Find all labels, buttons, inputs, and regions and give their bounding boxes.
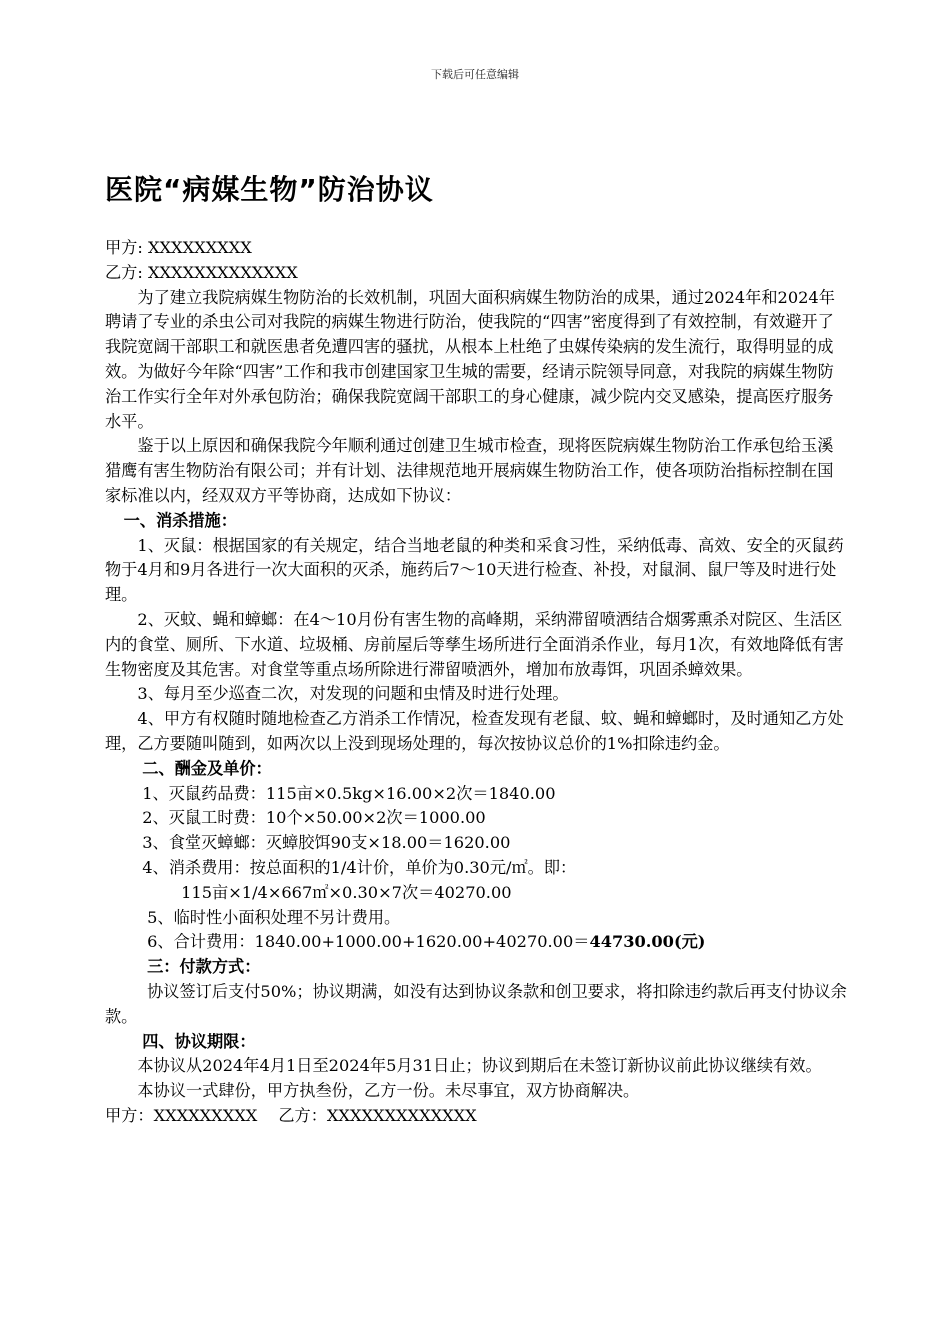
signature-a-label: 甲方：	[105, 1105, 154, 1125]
fee-item-6	[105, 930, 847, 955]
party-a-value: XXXXXXXXX	[148, 238, 252, 257]
agreement-body	[105, 236, 847, 1129]
section-1-item-3: 3、每月至少巡查二次，对发现的问题和虫情及时进行处理。	[137, 684, 569, 704]
signature-line	[105, 1104, 847, 1129]
fee-total-amount: 44730.00(元)	[589, 932, 706, 952]
section-3-text: 协议签订后支付50%；协议期满，如没有达到协议条款和创卫要求，将扣除违约款后再支付协议余款。	[105, 981, 847, 1026]
party-b-value: XXXXXXXXXXXXX	[148, 262, 298, 282]
section-4-heading: 四、协议期限：	[142, 1031, 256, 1051]
header-note: 下载后可任意编辑	[431, 68, 519, 81]
fee-item-4: 4、消杀费用：按总面积的1/4计价，单价为0.30元/㎡。即：	[142, 857, 577, 877]
fee-item-1: 1、灭鼠药品费：115亩×0.5kg×16.00×2次＝1840.00	[142, 783, 556, 803]
fee-item-5: 5、临时性小面积处理不另计费用。	[147, 907, 401, 927]
fee-total-formula: 6、合计费用：1840.00+1000.00+1620.00+40270.00＝	[147, 932, 590, 952]
section-2-heading: 二、酬金及单价：	[142, 758, 272, 778]
party-b-label: 乙方:	[105, 262, 143, 282]
section-3-heading: 三：付款方式：	[147, 957, 261, 977]
section-1-item-1: 1、灭鼠：根据国家的有关规定，结合当地老鼠的种类和采食习性，采纳低毒、高效、安全的灭鼠药物于4月和9月各进行一次大面积的灭杀，施药后7～10天进行检查、补投，对鼠洞、鼠尸等及时进行处理。	[105, 535, 844, 605]
section-1-item-2: 2、灭蚊、蝇和蟑螂：在4～10月份有害生物的高峰期，采纳滞留喷洒结合烟雾熏杀对院区、生活区内的食堂、厕所、下水道、垃圾桶、房前屋后等孳生场所进行全面消杀作业，每月1次，有效地降低有害生物密度及其危害。对食堂等重点场所除进行滞留喷洒外，增加布放毒饵，巩固杀蟑效果。	[105, 609, 844, 679]
section-4-text-1: 本协议从2024年4月1日至2024年5月31日止；协议到期后在未签订新协议前此协议继续有效。	[137, 1056, 822, 1076]
intro-paragraph-1: 为了建立我院病媒生物防治的长效机制，巩固大面积病媒生物防治的成果，通过2024年和2024年聘请了专业的杀虫公司对我院的病媒生物进行防治，使我院的“四害”密度得到了有效控制，有效避开了我院宽阔干部职工和就医患者免遭四害的骚扰，从根本上杜绝了虫媒传染病的发生流行，取得明显的成效。为做好今年除“四害”工作和我市创建国家卫生城的需要，经请示院领导同意，对我院的病媒生物防治工作实行全年对外承包防治；确保我院宽阔干部职工的身心健康，减少院内交叉感染，提高医疗服务水平。	[105, 287, 835, 431]
party-b-line	[105, 261, 847, 286]
party-a-label: 甲方:	[105, 238, 143, 257]
fee-item-3: 3、食堂灭蟑螂：灭蟑胶饵90支×18.00＝1620.00	[142, 833, 511, 853]
document-title: 医院“病媒生物”防治协议	[105, 173, 434, 206]
section-1-item-4: 4、甲方有权随时随地检查乙方消杀工作情况，检查发现有老鼠、蚊、蝇和蟑螂时，及时通知乙方处理，乙方要随叫随到，如两次以上没到现场处理的，每次按协议总价的1%扣除违约金。	[105, 709, 844, 753]
fee-item-4-formula: 115亩×1/4×667㎡×0.30×7次＝40270.00	[181, 882, 512, 902]
signature-b-value: XXXXXXXXXXXXX	[326, 1105, 477, 1125]
party-a-line	[105, 236, 847, 261]
section-4-text-2: 本协议一式肆份，甲方执叁份，乙方一份。未尽事宜，双方协商解决。	[137, 1081, 640, 1101]
signature-b-label: 乙方：	[278, 1105, 327, 1125]
signature-a-value: XXXXXXXXX	[153, 1105, 258, 1125]
fee-item-2: 2、灭鼠工时费：10个×50.00×2次＝1000.00	[142, 808, 486, 828]
section-1-heading: 一、消杀措施：	[123, 510, 237, 530]
intro-paragraph-2: 鉴于以上原因和确保我院今年顺利通过创建卫生城市检查，现将医院病媒生物防治工作承包给玉溪猎鹰有害生物防治有限公司；并有计划、法律规范地开展病媒生物防治工作，使各项防治指标控制在国家标准以内，经双双方平等协商，达成如下协议：	[105, 436, 834, 505]
